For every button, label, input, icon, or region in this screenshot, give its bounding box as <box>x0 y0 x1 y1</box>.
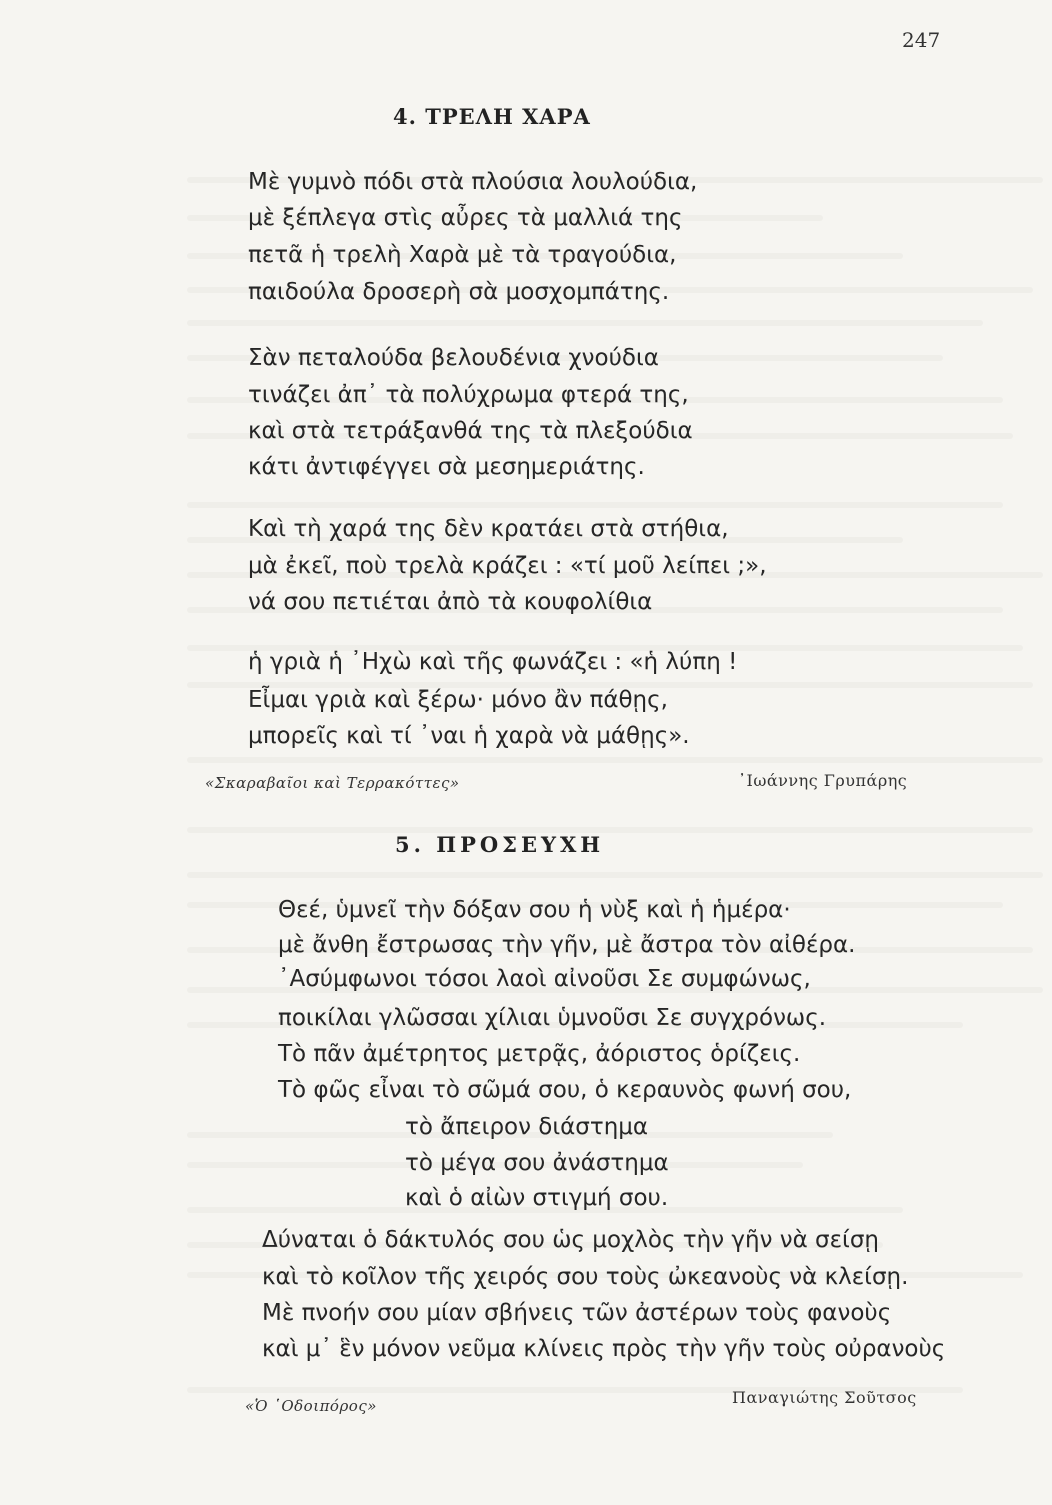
poem1-stanza1-line2: μὲ ξέπλεγα στὶς αὖρες τὰ μαλλιά της <box>248 205 683 231</box>
poem1-author: ᾿Ιωάννης Γρυπάρης <box>738 771 908 790</box>
poem1-stanza1-line4: παιδούλα δροσερὴ σὰ μοσχομπάτης. <box>248 279 670 305</box>
poem1-stanza3-line1: Καὶ τὴ χαρά της δὲν κρατάει στὰ στήθια, <box>248 516 729 542</box>
poem1-stanza2-line1: Σὰν πεταλούδα βελουδένια χνούδια <box>248 345 659 371</box>
poem1-stanza1-line3: πετᾶ ἡ τρελὴ Χαρὰ μὲ τὰ τραγούδια, <box>248 242 677 268</box>
poem2-line4: ποικίλαι γλῶσσαι χίλιαι ὑμνοῦσι Σε συγχρόνως. <box>278 1005 827 1031</box>
poem2-line12: Μὲ πνοήν σου μίαν σβήνεις τῶν ἀστέρων τοὺς φανοὺς <box>262 1300 892 1326</box>
poem2-line2: μὲ ἄνθη ἔστρωσας τὴν γῆν, μὲ ἄστρα τὸν αἰθέρα. <box>278 932 856 958</box>
poem2-line9: καὶ ὁ αἰὼν στιγμή σου. <box>405 1185 669 1211</box>
poem2-line7: τὸ ἄπειρον διάστημα <box>405 1114 649 1140</box>
poem1-stanza1-line1: Μὲ γυμνὸ πόδι στὰ πλούσια λουλούδια, <box>248 169 698 195</box>
poem2-line8: τὸ μέγα σου ἀνάστημα <box>405 1150 669 1176</box>
poem2-source: «Ὁ ῾Οδοιπόρος» <box>245 1397 377 1415</box>
poem2-author: Παναγιώτης Σοῦτσος <box>732 1388 917 1407</box>
poem2-line11: καὶ τὸ κοῖλον τῆς χειρός σου τοὺς ὠκεανοὺς νὰ κλείσῃ. <box>262 1264 909 1290</box>
poem2-line3: ᾿Ασύμφωνοι τόσοι λαοὶ αἰνοῦσι Σε συμφώνως, <box>278 966 811 992</box>
page-number: 247 <box>902 28 941 52</box>
poem1-stanza4-line2: Εἶμαι γριὰ καὶ ξέρω· μόνο ἂν πάθῃς, <box>248 687 668 713</box>
poem2-line1: Θεέ, ὑμνεῖ τὴν δόξαν σου ἡ νὺξ καὶ ἡ ἡμέρα· <box>278 897 791 923</box>
poem1-heading: 4. ΤΡΕΛΗ ΧΑΡΑ <box>393 104 591 129</box>
poem1-stanza2-line2: τινάζει ἀπ᾿ τὰ πολύχρωμα φτερά της, <box>248 382 689 408</box>
poem1-stanza3-line3: νά σου πετιέται ἀπὸ τὰ κουφολίθια <box>248 589 653 615</box>
poem1-source: «Σκαραβαῖοι καὶ Τερρακόττες» <box>205 774 460 792</box>
poem2-line13: καὶ μ᾿ ἓν μόνον νεῦμα κλίνεις πρὸς τὴν γῆν τοὺς οὐρανοὺς <box>262 1336 946 1362</box>
poem2-line5: Τὸ πᾶν ἀμέτρητος μετρᾷς, ἀόριστος ὁρίζεις. <box>278 1041 801 1067</box>
poem2-heading: 5. ΠΡΟΣΕΥΧΗ <box>395 832 605 857</box>
poem2-line10: Δύναται ὁ δάκτυλός σου ὡς μοχλὸς τὴν γῆν νὰ σείσῃ <box>262 1227 879 1253</box>
poem1-stanza2-line3: καὶ στὰ τετράξανθά της τὰ πλεξούδια <box>248 418 693 444</box>
poem1-stanza4-line1: ἡ γριὰ ἡ ᾿Ηχὼ καὶ τῆς φωνάζει : «ἡ λύπη ! <box>248 649 738 675</box>
poem2-line6: Τὸ φῶς εἶναι τὸ σῶμά σου, ὁ κεραυνὸς φωνή σου, <box>278 1077 852 1103</box>
poem1-stanza2-line4: κάτι ἀντιφέγγει σὰ μεσημεριάτης. <box>248 454 645 480</box>
poem1-stanza4-line3: μπορεῖς καὶ τί ᾿ναι ἡ χαρὰ νὰ μάθῃς». <box>248 723 690 749</box>
poem1-stanza3-line2: μὰ ἐκεῖ, ποὺ τρελὰ κράζει : «τί μοῦ λείπει ;», <box>248 553 767 579</box>
